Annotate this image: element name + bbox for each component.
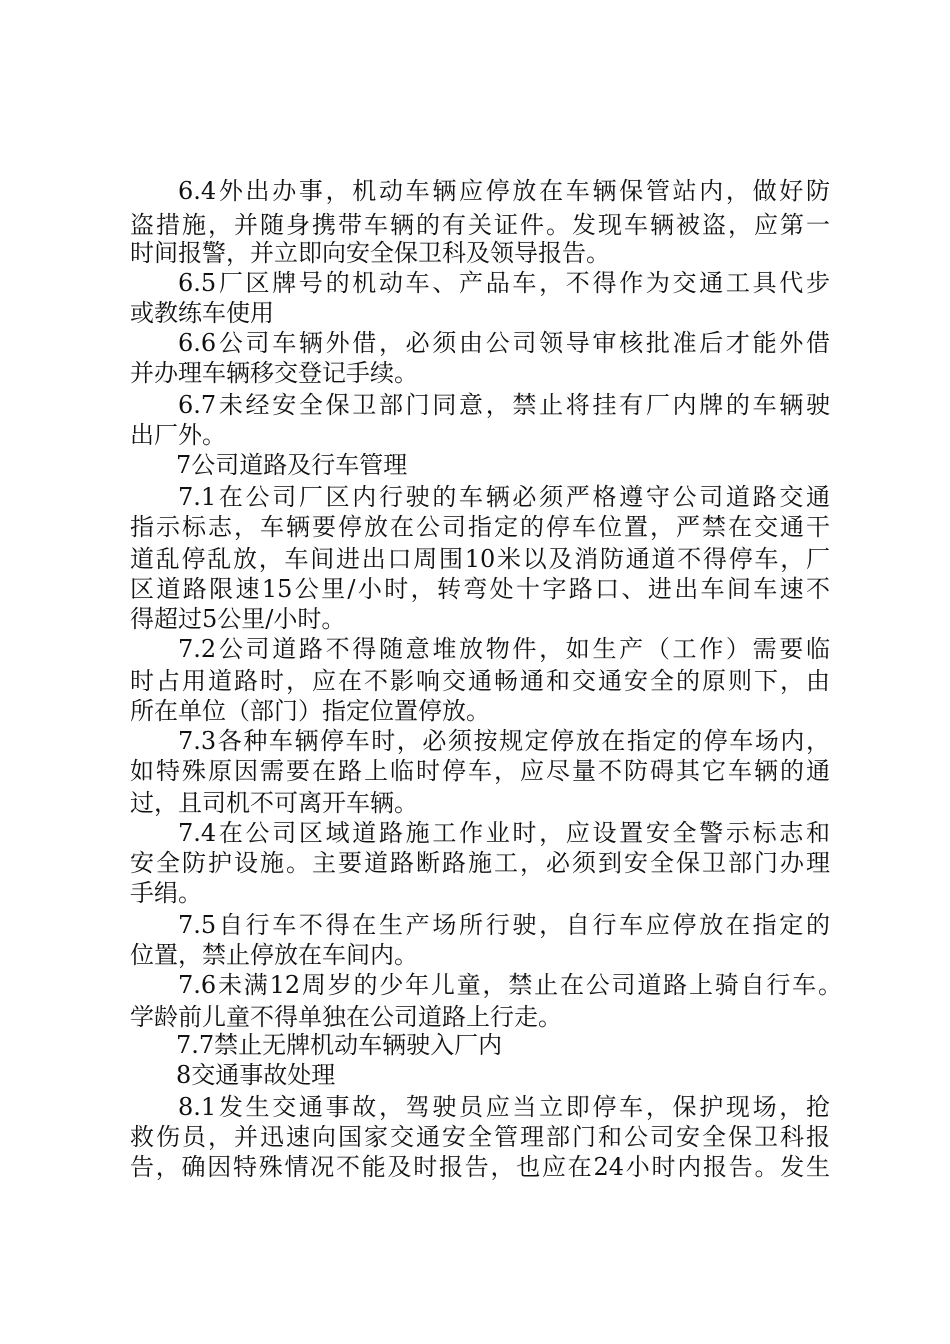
paragraph-7-6-line-2: 学龄前儿童不得单独在公司道路上行走。 bbox=[130, 1003, 562, 1031]
paragraph-6-4-line-2: 盗措施，并随身携带车辆的有关证件。发现车辆被盗，应第一 bbox=[130, 211, 830, 239]
paragraph-6-5-line-2: 或教练车使用 bbox=[130, 299, 274, 327]
paragraph-7-1-line-5: 得超过5公里/小时。 bbox=[130, 605, 346, 633]
paragraph-6-5-line-1: 6.5厂区牌号的机动车、产品车，不得作为交通工具代步 bbox=[178, 269, 830, 297]
paragraph-6-7-line-1: 6.7未经安全保卫部门同意，禁止将挂有厂内牌的车辆驶 bbox=[178, 391, 830, 419]
paragraph-7-1-line-3: 道乱停乱放，车间进出口周围10米以及消防通道不得停车，厂 bbox=[130, 545, 830, 573]
paragraph-7-5-line-2: 位置，禁止停放在车间内。 bbox=[130, 941, 418, 969]
section-8-heading: 8交通事故处理 bbox=[176, 1061, 336, 1089]
paragraph-7-3-line-3: 过，且司机不可离开车辆。 bbox=[130, 789, 418, 817]
paragraph-6-4-line-3: 时间报警，并立即向安全保卫科及领导报告。 bbox=[130, 239, 610, 267]
paragraph-6-4-line-1: 6.4外出办事，机动车辆应停放在车辆保管站内，做好防 bbox=[178, 177, 830, 205]
paragraph-7-4-line-1: 7.4在公司区域道路施工作业时，应设置安全警示标志和 bbox=[178, 819, 830, 847]
paragraph-6-6-line-1: 6.6公司车辆外借，必须由公司领导审核批准后才能外借 bbox=[178, 329, 830, 357]
section-7-heading: 7公司道路及行车管理 bbox=[176, 451, 408, 479]
paragraph-7-5-line-1: 7.5自行车不得在生产场所行驶，自行车应停放在指定的 bbox=[178, 911, 830, 939]
paragraph-7-2-line-2: 时占用道路时，应在不影响交通畅通和交通安全的原则下，由 bbox=[130, 667, 830, 695]
paragraph-8-1-line-1: 8.1发生交通事故，驾驶员应当立即停车，保护现场，抢 bbox=[178, 1093, 830, 1121]
paragraph-7-3-line-1: 7.3各种车辆停车时，必须按规定停放在指定的停车场内， bbox=[178, 727, 830, 755]
paragraph-7-1-line-4: 区道路限速15公里/小时，转弯处十字路口、进出车间车速不 bbox=[130, 575, 830, 603]
paragraph-8-1-line-3: 告，确因特殊情况不能及时报告，也应在24小时内报告。发生 bbox=[130, 1153, 830, 1181]
paragraph-7-1-line-1: 7.1在公司厂区内行驶的车辆必须严格遵守公司道路交通 bbox=[178, 483, 830, 511]
paragraph-6-6-line-2: 并办理车辆移交登记手续。 bbox=[130, 359, 418, 387]
paragraph-7-6-line-1: 7.6未满12周岁的少年儿童，禁止在公司道路上骑自行车。 bbox=[178, 971, 842, 999]
paragraph-6-7-line-2: 出厂外。 bbox=[130, 421, 226, 449]
paragraph-7-7: 7.7禁止无牌机动车辆驶入厂内 bbox=[176, 1031, 503, 1059]
paragraph-7-4-line-3: 手绢。 bbox=[130, 879, 202, 907]
paragraph-7-2-line-3: 所在单位（部门）指定位置停放。 bbox=[130, 697, 490, 725]
paragraph-7-4-line-2: 安全防护设施。主要道路断路施工，必须到安全保卫部门办理 bbox=[130, 849, 830, 877]
paragraph-7-3-line-2: 如特殊原因需要在路上临时停车，应尽量不防碍其它车辆的通 bbox=[130, 757, 830, 785]
paragraph-7-2-line-1: 7.2公司道路不得随意堆放物件，如生产（工作）需要临 bbox=[178, 635, 830, 663]
paragraph-7-1-line-2: 指示标志，车辆要停放在公司指定的停车位置，严禁在交通干 bbox=[130, 513, 830, 541]
paragraph-8-1-line-2: 救伤员，并迅速向国家交通安全管理部门和公司安全保卫科报 bbox=[130, 1123, 830, 1151]
